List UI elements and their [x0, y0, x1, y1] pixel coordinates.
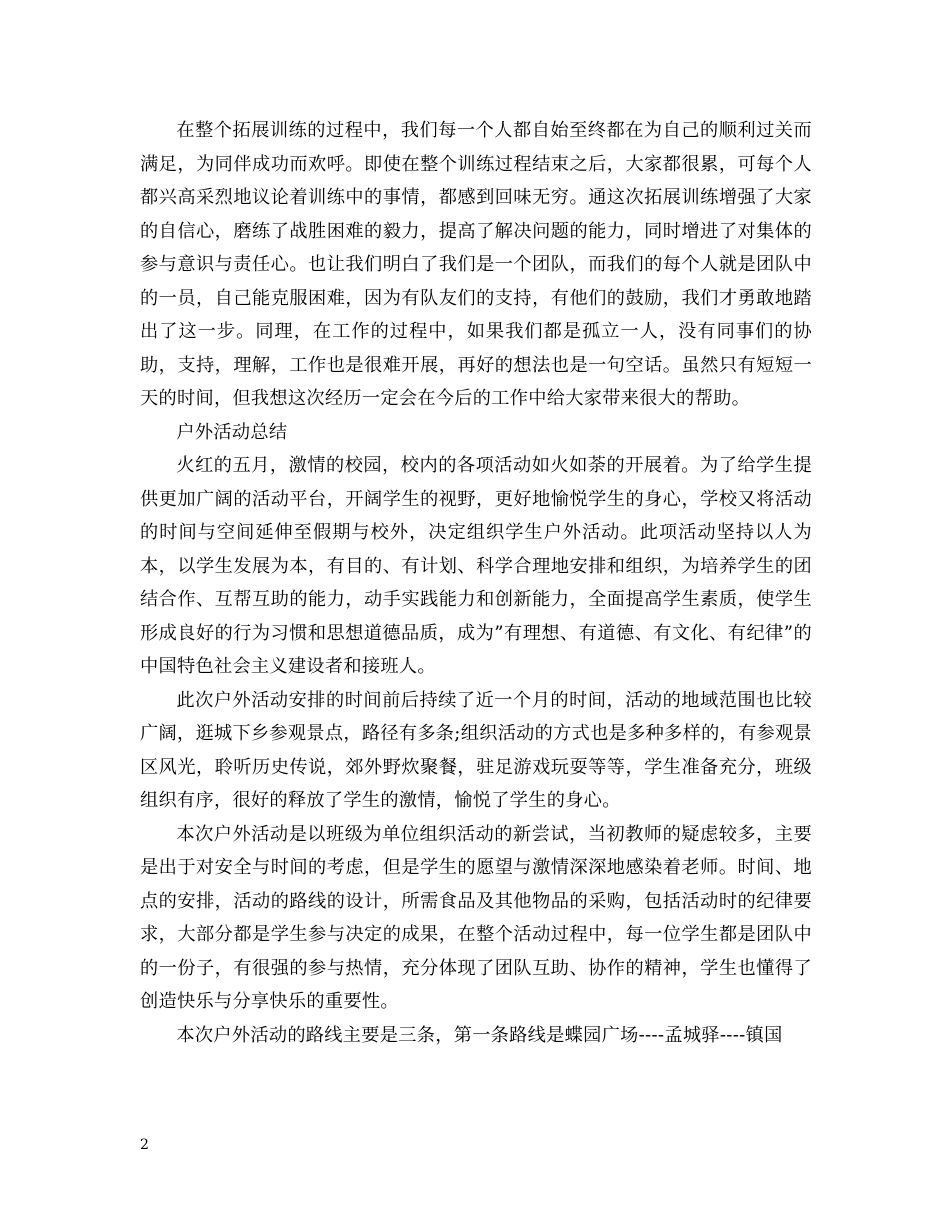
- page-number: 2: [140, 1137, 149, 1153]
- paragraph-activity-schedule: 此次户外活动安排的时间前后持续了近一个月的时间，活动的地域范围也比较广阔，逛城下乡参观景点，路径有多条;组织活动的方式也是多种多样的，有参观景区风光，聆听历史传说，郊外野炊聚餐，驻足游戏玩耍等等，学生准备充分，班级组织有序，很好的释放了学生的激情，愉悦了学生的身心。: [140, 689, 812, 811]
- paragraph-class-organization: 本次户外活动是以班级为单位组织活动的新尝试，当初教师的疑虑较多，主要是出于对安全与时间的考虑，但是学生的愿望与激情深深地感染着老师。时间、地点的安排，活动的路线的设计，所需食品及其他物品的采购，包括活动时的纪律要求，大部分都是学生参与决定的成果，在整个活动过程中，每一位学生都是团队中的一份子，有很强的参与热情，充分体现了团队互助、协作的精神，学生也懂得了创造快乐与分享快乐的重要性。: [140, 823, 812, 1012]
- paragraph-may-activities: 火红的五月，激情的校园，校内的各项活动如火如荼的开展着。为了给学生提供更加广阔的活动平台，开阔学生的视野，更好地愉悦学生的身心，学校又将活动的时间与空间延伸至假期与校外，决定组织学生户外活动。此项活动坚持以人为本，以学生发展为本，有目的、有计划、科学合理地安排和组织，为培养学生的团结合作、互帮互助的能力，动手实践能力和创新能力，全面提高学生素质，使学生形成良好的行为习惯和思想道德品质，成为”有理想、有道德、有文化、有纪律”的中国特色社会主义建设者和接班人。: [140, 455, 812, 677]
- section-heading: 户外活动总结: [176, 421, 288, 443]
- paragraph-routes: 本次户外活动的路线主要是三条，第一条路线是蝶园广场----孟城驿----镇国: [176, 1024, 783, 1046]
- paragraph-team-training: 在整个拓展训练的过程中，我们每一个人都自始至终都在为自己的顺利过关而满足，为同伴成功而欢呼。即使在整个训练过程结束之后，大家都很累，可每个人都兴高采烈地议论着训练中的事情，都感到回味无穷。通这次拓展训练增强了大家的自信心，磨练了战胜困难的毅力，提高了解决问题的能力，同时增进了对集体的参与意识与责任心。也让我们明白了我们是一个团队，而我们的每个人就是团队中的一员，自己能克服困难，因为有队友们的支持，有他们的鼓励，我们才勇敢地踏出了这一步。同理，在工作的过程中，如果我们都是孤立一人，没有同事们的协助，支持，理解，工作也是很难开展，再好的想法也是一句空话。虽然只有短短一天的时间，但我想这次经历一定会在今后的工作中给大家带来很大的帮助。: [140, 120, 812, 409]
- document-body: [140, 114, 812, 1052]
